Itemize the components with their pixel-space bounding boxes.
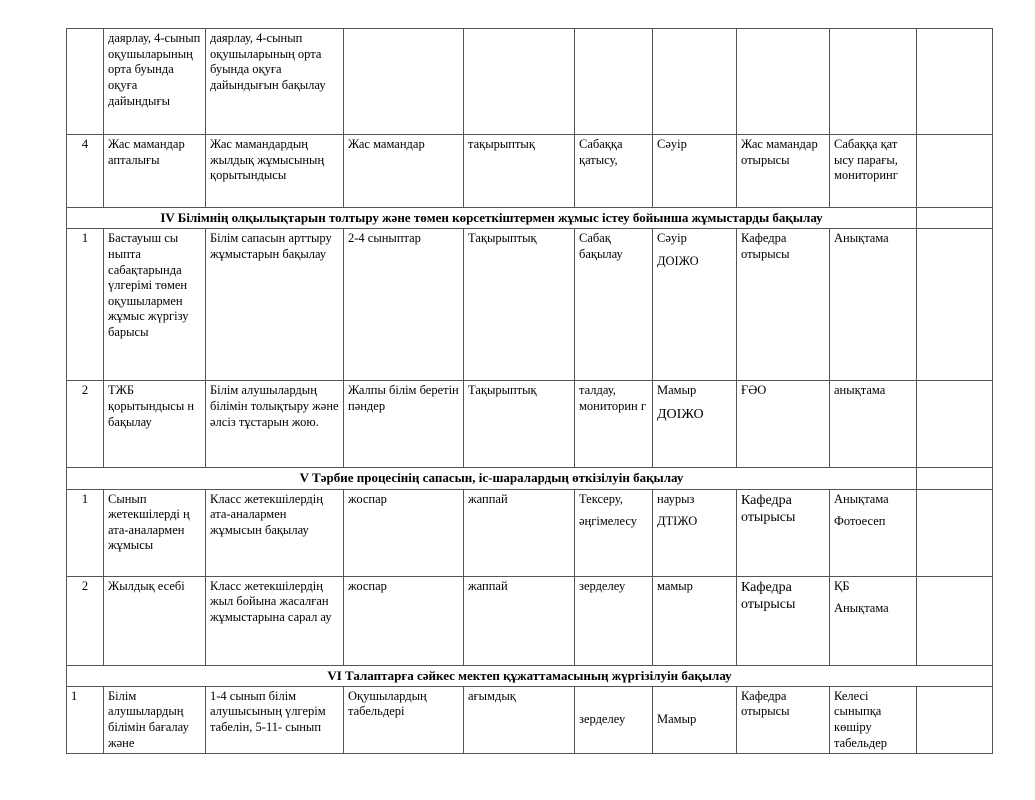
control-type-cell: ағымдық [464,686,575,754]
table-row [67,29,993,135]
row-number-cell: 1 [67,686,104,754]
extra-cell [917,468,993,489]
control-type-cell: жаппай [464,576,575,665]
deadline-cell [653,381,737,468]
control-type-cell: Тақырыптық [464,381,575,468]
review-place-cell: ҒӘО [737,381,830,468]
section-header-row [67,208,993,229]
control-method-cell [575,489,653,576]
control-plan-table [66,28,993,754]
deadline-cell: Сәуір [653,135,737,208]
control-goal-cell: Жас мамандардың жылдық жұмысының қорытындысы [206,135,344,208]
section-header-row [67,468,993,489]
extra-cell [917,208,993,229]
control-object-cell: Жас мамандар апталығы [104,135,206,208]
responsible-person: ДОІЖО [657,406,704,422]
control-subject-cell: жоспар [344,576,464,665]
control-object-cell: ТЖБ қорытындысы н бақылау [104,381,206,468]
control-goal-cell: Класс жетекшілердің жыл бойына жасалған жұмыстарына сарал ау [206,576,344,665]
responsible-person: ДТІЖО [657,514,698,529]
review-place-cell: Кафедра отырысы [737,489,830,576]
extra-cell [917,686,993,754]
deadline-cell [653,489,737,576]
control-goal-cell: Класс жетекшілердің ата-аналармен жұмысын бақылау [206,489,344,576]
control-object-cell: даярлау, 4-сынып оқушыларының орта буында оқуға дайындығы [104,29,206,135]
extra-cell [917,229,993,381]
result-line: Фотоесеп [834,514,886,529]
result-cell: анықтама [830,381,917,468]
row-number-cell: 4 [67,135,104,208]
result-cell: Анықтама [830,229,917,381]
control-subject-cell: Жас мамандар [344,135,464,208]
deadline-cell [653,29,737,135]
control-subject-cell: 2-4 сыныптар [344,229,464,381]
result-cell: Келесі сыныпқа көшіру табельдер [830,686,917,754]
section-title: IV Білімнің олқылықтарын толтыру және төмен көрсеткіштермен жұмыс істеу бойынша жұмыстарды бақылау [67,208,917,229]
control-subject-cell: жоспар [344,489,464,576]
table-row [67,686,993,754]
section-title: V Тәрбие процесінің сапасын, іс-шаралардың өткізілуін бақылау [67,468,917,489]
control-goal-cell: Білім алушылардың білімін толықтыру және әлсіз тұстарын жою. [206,381,344,468]
control-goal-cell: Білім сапасын арттыру жұмыстарын бақылау [206,229,344,381]
control-goal-cell: даярлау, 4-сынып оқушыларының орта буында оқуға дайындығын бақылау [206,29,344,135]
table-row [67,135,993,208]
control-method-cell: зерделеу [575,686,653,754]
control-type-cell: тақырыптық [464,135,575,208]
result-cell [830,489,917,576]
section-title: VI Талаптарға сәйкес мектеп құжаттамасының жүргізілуін бақылау [67,665,993,686]
method-line: Тексеру, [579,491,623,506]
review-place-cell: Кафедра отырысы [737,229,830,381]
control-method-cell: талдау, мониторин г [575,381,653,468]
table-row [67,576,993,665]
deadline-month: наурыз [657,491,695,506]
control-subject-cell: Оқушылардың табельдері [344,686,464,754]
control-method-cell: Сабақ бақылау [575,229,653,381]
review-place-cell: Жас мамандар отырысы [737,135,830,208]
control-type-cell [464,29,575,135]
control-object-cell: Бастауыш сы ныпта сабақтарында үлгерімі төмен оқушылармен жұмыс жүргізу барысы [104,229,206,381]
deadline-month: Сәуір [657,231,687,246]
result-cell [830,576,917,665]
extra-cell [917,489,993,576]
control-method-cell: Сабаққа қатысу, [575,135,653,208]
control-subject-cell: Жалпы білім беретін пәндер [344,381,464,468]
control-goal-cell: 1-4 сынып білім алушысының үлгерім табелін, 5-11- сынып [206,686,344,754]
control-object-cell: Білім алушылардың білімін бағалау және [104,686,206,754]
result-line: ҚБ [834,578,850,593]
extra-cell [917,135,993,208]
row-number-cell [67,29,104,135]
row-number-cell: 2 [67,576,104,665]
deadline-month: Мамыр [657,383,697,398]
result-cell: Сабаққа қат ысу парағы, мониторинг [830,135,917,208]
control-type-cell: жаппай [464,489,575,576]
extra-cell [917,381,993,468]
responsible-person: ДОІЖО [657,253,699,268]
deadline-cell: Мамыр [653,686,737,754]
extra-cell [917,29,993,135]
section-header-row [67,665,993,686]
review-place-cell: Кафедра отырысы [737,576,830,665]
result-cell [830,29,917,135]
extra-cell [917,576,993,665]
table-row [67,381,993,468]
review-place-cell [737,29,830,135]
control-method-cell: зерделеу [575,576,653,665]
row-number-cell: 2 [67,381,104,468]
control-object-cell: Сынып жетекшілерді ң ата-аналармен жұмысы [104,489,206,576]
row-number-cell: 1 [67,489,104,576]
deadline-cell [653,229,737,381]
deadline-cell: мамыр [653,576,737,665]
table-row [67,489,993,576]
control-type-cell: Тақырыптық [464,229,575,381]
control-object-cell: Жылдық есебі [104,576,206,665]
table-row [67,229,993,381]
review-place-cell: Кафедра отырысы [737,686,830,754]
control-subject-cell [344,29,464,135]
method-line: әңгімелесу [579,514,638,529]
row-number-cell: 1 [67,229,104,381]
result-line: Анықтама [834,491,889,506]
control-method-cell [575,29,653,135]
result-line: Анықтама [834,601,889,616]
